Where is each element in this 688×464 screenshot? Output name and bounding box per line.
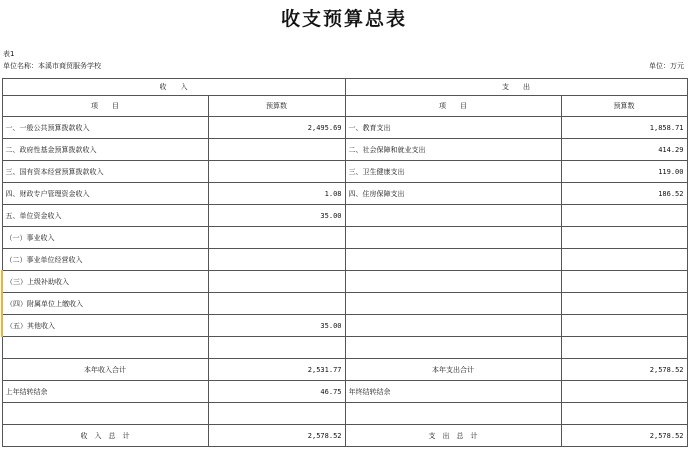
expense-item: 三、卫生健康支出 xyxy=(345,161,561,183)
income-item: （一）事业收入 xyxy=(2,227,208,249)
budget-table xyxy=(1,78,688,447)
income-item-header: 项 目 xyxy=(2,96,208,117)
column-header-row xyxy=(2,96,687,117)
table-row xyxy=(2,227,687,249)
income-label: 收 入 总 计 xyxy=(2,425,208,447)
income-header: 收 入 xyxy=(2,79,345,96)
table-row xyxy=(2,271,687,293)
expense-label: 本年支出合计 xyxy=(345,359,561,381)
expense-value: 2,578.52 xyxy=(561,359,687,381)
income-item: （三）上级补助收入 xyxy=(2,271,208,293)
expense-item xyxy=(345,249,561,271)
income-value: 2,578.52 xyxy=(208,425,345,447)
income-label: 上年结转结余 xyxy=(2,381,208,403)
income-budget-value xyxy=(208,161,345,183)
subtotal-row xyxy=(2,359,687,381)
income-budget-value xyxy=(208,249,345,271)
expense-item: 二、社会保障和就业支出 xyxy=(345,139,561,161)
income-item: （二）事业单位经营收入 xyxy=(2,249,208,271)
expense-item xyxy=(345,271,561,293)
expense-label: 年终结转结余 xyxy=(345,381,561,403)
empty-cell xyxy=(345,403,561,425)
income-budget-value xyxy=(208,139,345,161)
expense-item-header: 项 目 xyxy=(345,96,561,117)
expense-budget-value xyxy=(561,293,687,315)
expense-budget-value xyxy=(561,315,687,337)
expense-item xyxy=(345,227,561,249)
table-row xyxy=(2,337,687,359)
income-budget-header: 预算数 xyxy=(208,96,345,117)
expense-item: 一、教育支出 xyxy=(345,117,561,139)
table-row xyxy=(2,205,687,227)
income-item: （四）附属单位上缴收入 xyxy=(2,293,208,315)
income-budget-value xyxy=(208,293,345,315)
expense-value xyxy=(561,381,687,403)
expense-budget-value: 119.00 xyxy=(561,161,687,183)
empty-cell xyxy=(2,403,208,425)
expense-budget-value xyxy=(561,249,687,271)
expense-budget-header: 预算数 xyxy=(561,96,687,117)
empty-cell xyxy=(208,403,345,425)
income-budget-value xyxy=(208,227,345,249)
income-budget-value xyxy=(208,271,345,293)
table-row xyxy=(2,293,687,315)
carryover-row xyxy=(2,381,687,403)
income-label: 本年收入合计 xyxy=(2,359,208,381)
table-row xyxy=(2,117,687,139)
expense-item xyxy=(345,337,561,359)
income-budget-value: 35.00 xyxy=(208,205,345,227)
table-number: 表1 xyxy=(3,50,15,58)
table-row xyxy=(2,161,687,183)
table-row xyxy=(2,249,687,271)
income-item: （五）其他收入 xyxy=(2,315,208,337)
income-budget-value: 1.08 xyxy=(208,183,345,205)
expense-budget-value xyxy=(561,271,687,293)
income-item: 一、一般公共预算拨款收入 xyxy=(2,117,208,139)
table-row xyxy=(2,183,687,205)
expense-value: 2,578.52 xyxy=(561,425,687,447)
expense-budget-value: 414.29 xyxy=(561,139,687,161)
income-item: 二、政府性基金预算拨款收入 xyxy=(2,139,208,161)
grand-total-row xyxy=(2,425,687,447)
expense-item xyxy=(345,315,561,337)
expense-budget-value xyxy=(561,227,687,249)
currency-unit: 单位：万元 xyxy=(649,62,684,70)
income-budget-value: 35.00 xyxy=(208,315,345,337)
expense-label: 支 出 总 计 xyxy=(345,425,561,447)
income-item xyxy=(2,337,208,359)
income-value: 2,531.77 xyxy=(208,359,345,381)
expense-budget-value xyxy=(561,337,687,359)
expense-item xyxy=(345,293,561,315)
income-item: 五、单位资金收入 xyxy=(2,205,208,227)
expense-budget-value xyxy=(561,205,687,227)
expense-header: 支 出 xyxy=(345,79,687,96)
expense-item xyxy=(345,205,561,227)
income-budget-value xyxy=(208,337,345,359)
page-title: 收支预算总表 xyxy=(280,8,407,30)
income-budget-value: 2,495.69 xyxy=(208,117,345,139)
income-item: 四、财政专户管理资金收入 xyxy=(2,183,208,205)
table-row xyxy=(2,315,687,337)
table-row xyxy=(2,139,687,161)
expense-budget-value: 186.52 xyxy=(561,183,687,205)
income-item: 三、国有资本经营预算拨款收入 xyxy=(2,161,208,183)
blank-row xyxy=(2,403,687,425)
expense-item: 四、住房保障支出 xyxy=(345,183,561,205)
income-value: 46.75 xyxy=(208,381,345,403)
expense-budget-value: 1,858.71 xyxy=(561,117,687,139)
section-header-row xyxy=(2,79,687,96)
empty-cell xyxy=(561,403,687,425)
unit-name: 单位名称：本溪市商贸服务学校 xyxy=(3,62,101,70)
